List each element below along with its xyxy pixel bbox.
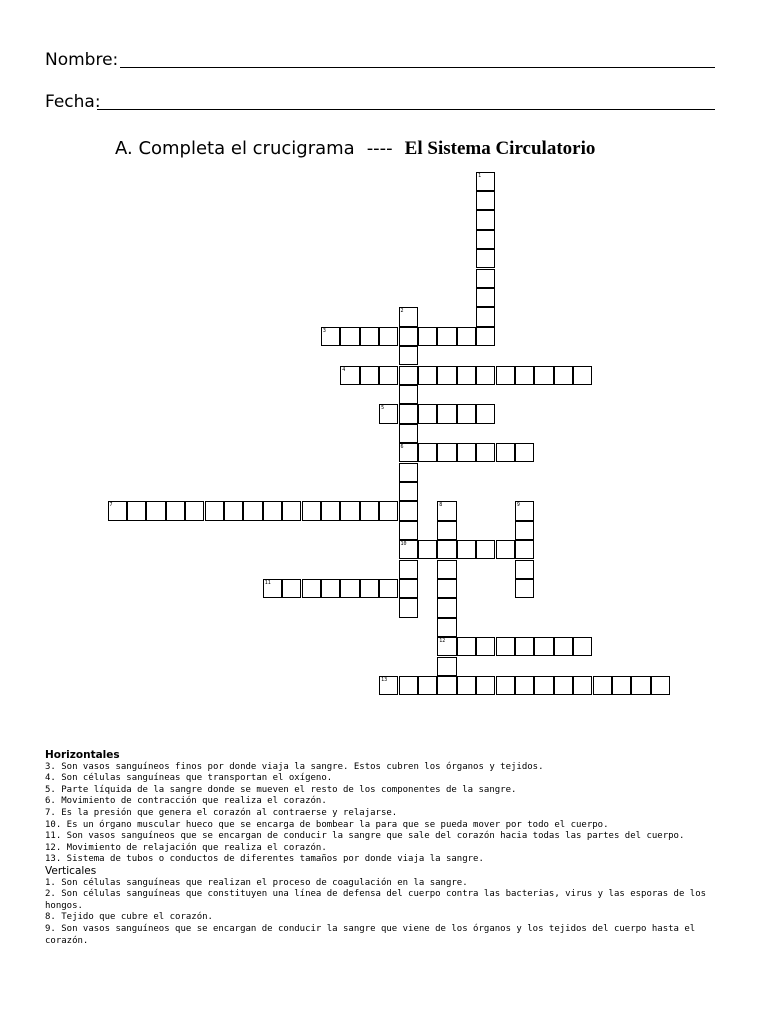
crossword-cell[interactable] [496,637,515,656]
crossword-cell[interactable] [418,540,437,559]
clue-number-6: 6 [400,444,404,451]
crossword-cell[interactable] [515,676,534,695]
crossword-cell[interactable] [224,501,243,520]
clue-across-3: 3. Son vasos sanguíneos finos por donde viaja la sangre. Estos cubren los órganos y tejidos. [45,761,544,772]
crossword-cell[interactable] [418,404,437,423]
crossword-cell[interactable] [457,443,476,462]
crossword-cell[interactable] [554,366,573,385]
crossword-cell[interactable] [399,501,418,520]
crossword-cell[interactable] [399,424,418,443]
clue-number-10: 10 [400,541,407,548]
crossword-cell[interactable] [399,327,418,346]
clue-across-12: 12. Movimiento de relajación que realiza el corazón. [45,842,327,853]
crossword-cell[interactable] [360,501,379,520]
crossword-cell[interactable] [399,443,418,462]
crossword-cell[interactable] [476,404,495,423]
crossword-cell[interactable] [399,482,418,501]
crossword-cell[interactable] [205,501,224,520]
clue-number-11: 11 [264,579,271,586]
title-instruction: A. Completa el crucigrama [115,138,355,159]
crossword-cell[interactable] [399,521,418,540]
crossword-cell[interactable] [399,366,418,385]
crossword-cell[interactable] [302,579,321,598]
crossword-cell[interactable] [418,443,437,462]
clues-section [45,750,725,947]
crossword-cell[interactable] [457,540,476,559]
crossword-cell[interactable] [476,307,495,326]
crossword-cell[interactable] [340,579,359,598]
crossword-cell[interactable] [534,637,553,656]
crossword-cell[interactable] [282,501,301,520]
crossword-cell[interactable] [437,404,456,423]
crossword-cell[interactable] [321,501,340,520]
horizontal-clues-heading: Horizontales [45,749,120,761]
title-topic: El Sistema Circulatorio [404,138,596,159]
clue-number-13: 13 [381,676,388,683]
crossword-cell[interactable] [476,230,495,249]
crossword-cell[interactable] [418,676,437,695]
crossword-cell[interactable] [631,676,650,695]
clue-across-7: 7. Es la presión que genera el corazón al contraerse y relajarse. [45,807,398,818]
crossword-cell[interactable] [146,501,165,520]
crossword-cell[interactable] [457,676,476,695]
crossword-cell[interactable] [437,657,456,676]
crossword-cell[interactable] [554,676,573,695]
crossword-cell[interactable] [360,579,379,598]
crossword-cell[interactable] [515,366,534,385]
crossword-cell[interactable] [476,540,495,559]
clue-number-12: 12 [439,638,446,645]
crossword-cell[interactable] [399,560,418,579]
clue-number-3: 3 [322,327,326,334]
crossword-cell[interactable] [476,288,495,307]
crossword-cell[interactable] [379,676,398,695]
crossword-cell[interactable] [379,327,398,346]
crossword-cell[interactable] [321,327,340,346]
crossword-cell[interactable] [651,676,670,695]
crossword-cell[interactable] [321,579,340,598]
crossword-cell[interactable] [457,637,476,656]
crossword-cell[interactable] [340,327,359,346]
crossword-cell[interactable] [437,501,456,520]
crossword-cell[interactable] [243,501,262,520]
crossword-cell[interactable] [418,366,437,385]
crossword-cell[interactable] [340,501,359,520]
crossword-cell[interactable] [437,521,456,540]
crossword-cell[interactable] [399,540,418,559]
crossword-cell[interactable] [437,598,456,617]
clue-number-2: 2 [400,308,404,315]
crossword-cell[interactable] [340,366,359,385]
crossword-cell[interactable] [534,366,553,385]
crossword-cell[interactable] [379,579,398,598]
clue-across-5: 5. Parte líquida de la sangre donde se mueven el resto de los componentes de la sangre. [45,784,517,795]
crossword-cell[interactable] [360,366,379,385]
crossword-cell[interactable] [127,501,146,520]
crossword-cell[interactable] [399,346,418,365]
clue-number-1: 1 [478,172,482,179]
clue-down-9: 9. Son vasos sanguíneos que se encargan de conducir la sangre que viene de los órganos y los tejidos del cuerpo hasta el corazón. [45,923,696,946]
crossword-cell[interactable] [593,676,612,695]
crossword-cell[interactable] [476,249,495,268]
crossword-cell[interactable] [515,540,534,559]
crossword-cell[interactable] [515,443,534,462]
crossword-cell[interactable] [573,366,592,385]
crossword-cell[interactable] [496,540,515,559]
crossword-cell[interactable] [399,307,418,326]
title-separator: ---- [366,138,393,159]
crossword-cell[interactable] [166,501,185,520]
crossword-cell[interactable] [457,366,476,385]
clue-across-4: 4. Son células sanguíneas que transportan el oxígeno. [45,773,333,784]
crossword-cell[interactable] [399,676,418,695]
crossword-cell[interactable] [302,501,321,520]
name-label: Nombre: [45,50,119,70]
crossword-cell[interactable] [437,366,456,385]
crossword-cell[interactable] [476,366,495,385]
crossword-cell[interactable] [379,366,398,385]
crossword-cell[interactable] [457,327,476,346]
crossword-cell[interactable] [534,676,553,695]
crossword-cell[interactable] [496,366,515,385]
date-label: Fecha: [45,92,101,112]
crossword-cell[interactable] [437,327,456,346]
crossword-cell[interactable] [399,598,418,617]
crossword-cell[interactable] [515,521,534,540]
crossword-cell[interactable] [263,579,282,598]
clue-across-6: 6. Movimiento de contracción que realiza el corazón. [45,796,327,807]
crossword-cell[interactable] [515,579,534,598]
crossword-cell[interactable] [418,327,437,346]
crossword-cell[interactable] [476,443,495,462]
crossword-cell[interactable] [496,443,515,462]
clue-number-4: 4 [342,366,346,373]
crossword-cell[interactable] [476,676,495,695]
vertical-clues-heading: Verticales [45,864,97,877]
crossword-cell[interactable] [437,637,456,656]
crossword-cell[interactable] [399,404,418,423]
crossword-cell[interactable] [437,579,456,598]
clue-number-9: 9 [516,502,520,509]
crossword-cell[interactable] [379,404,398,423]
crossword-cell[interactable] [515,560,534,579]
crossword-cell[interactable] [108,501,127,520]
clue-number-8: 8 [439,502,443,509]
crossword-cell[interactable] [437,618,456,637]
crossword-cell[interactable] [399,579,418,598]
crossword-cell[interactable] [437,540,456,559]
crossword-cell[interactable] [360,327,379,346]
crossword-cell[interactable] [476,210,495,229]
clue-down-2: 2. Son células sanguíneas que constituyen una línea de defensa del cuerpo contra las bacterias, virus y las esporas de los hongos. [45,889,707,911]
crossword-cell[interactable] [437,560,456,579]
crossword-cell[interactable] [476,191,495,210]
crossword-cell[interactable] [185,501,204,520]
crossword-cell[interactable] [612,676,631,695]
crossword-cell[interactable] [437,443,456,462]
crossword-cell[interactable] [379,501,398,520]
crossword-cell[interactable] [573,676,592,695]
crossword-cell[interactable] [457,404,476,423]
crossword-cell[interactable] [573,637,592,656]
crossword-cell[interactable] [496,676,515,695]
crossword-cell[interactable] [399,463,418,482]
crossword-cell[interactable] [515,637,534,656]
crossword-cell[interactable] [554,637,573,656]
clue-down-8: 8. Tejido que cubre el corazón. [45,912,213,923]
crossword-cell[interactable] [263,501,282,520]
crossword-cell[interactable] [476,172,495,191]
clue-across-10: 10. Es un órgano muscular hueco que se encarga de bombear la para que se pueda mover por todo el cuerpo. [45,819,609,830]
crossword-cell[interactable] [476,327,495,346]
crossword-cell[interactable] [437,676,456,695]
clue-down-1: 1. Son células sanguíneas que realizan el proceso de coagulación en la sangre. [45,877,468,888]
clue-across-11: 11. Son vasos sanguíneos que se encargan de conducir la sangre que sale del corazón hacia todas las partes del cuerpo. [45,831,685,842]
crossword-cell[interactable] [476,637,495,656]
crossword-cell[interactable] [282,579,301,598]
clue-number-7: 7 [109,502,113,509]
clue-number-5: 5 [381,405,385,412]
crossword-cell[interactable] [399,385,418,404]
clue-across-13: 13. Sistema de tubos o conductos de diferentes tamaños por donde viaja la sangre. [45,854,484,865]
crossword-cell[interactable] [515,501,534,520]
crossword-cell[interactable] [476,269,495,288]
